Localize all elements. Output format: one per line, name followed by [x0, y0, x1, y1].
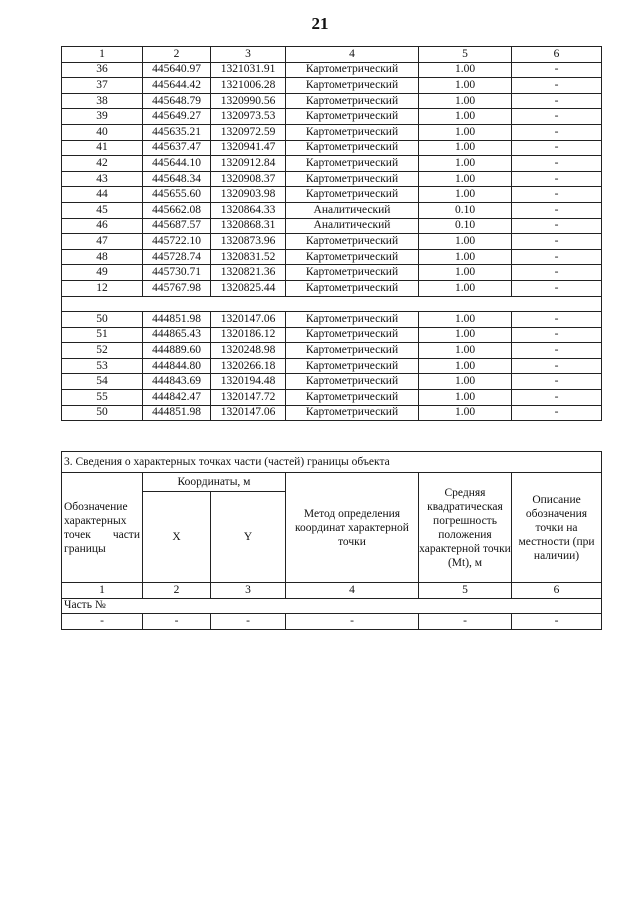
separator-cell [62, 296, 602, 312]
section-title-row [62, 452, 602, 473]
x-coordinate-cell: 445649.27 [143, 109, 211, 125]
x-coordinate-cell: 444843.69 [143, 374, 211, 390]
accuracy-cell: 0.10 [419, 218, 512, 234]
table-row [62, 202, 602, 218]
page-number: 21 [311, 14, 329, 33]
method-cell: Картометрический [286, 265, 419, 281]
description-cell: - [512, 156, 602, 172]
y-coordinate-cell: 1320147.06 [211, 312, 286, 328]
method-cell: Картометрический [286, 140, 419, 156]
method-cell: Картометрический [286, 156, 419, 172]
section-column-numbers-row [62, 583, 602, 599]
empty-cell: - [419, 614, 512, 630]
method-cell: Картометрический [286, 109, 419, 125]
column-number: 1 [62, 47, 143, 63]
description-cell: - [512, 327, 602, 343]
x-coordinate-cell: 444865.43 [143, 327, 211, 343]
x-coordinate-cell: 445687.57 [143, 218, 211, 234]
section-col-number: 5 [419, 583, 512, 599]
column-number: 6 [512, 47, 602, 63]
method-cell: Картометрический [286, 62, 419, 78]
table-row [62, 140, 602, 156]
description-cell: - [512, 109, 602, 125]
point-number-cell: 36 [62, 62, 143, 78]
y-coordinate-cell: 1320912.84 [211, 156, 286, 172]
accuracy-cell: 1.00 [419, 140, 512, 156]
table-row [62, 109, 602, 125]
header-row-1 [62, 473, 602, 492]
description-cell: - [512, 358, 602, 374]
accuracy-cell: 1.00 [419, 78, 512, 94]
method-cell: Аналитический [286, 202, 419, 218]
accuracy-cell: 1.00 [419, 156, 512, 172]
method-cell: Картометрический [286, 358, 419, 374]
point-number-cell: 46 [62, 218, 143, 234]
method-cell: Картометрический [286, 234, 419, 250]
x-coordinate-cell: 445655.60 [143, 187, 211, 203]
method-cell: Картометрический [286, 249, 419, 265]
method-cell: Аналитический [286, 218, 419, 234]
x-coordinate-cell: 445722.10 [143, 234, 211, 250]
table-row [62, 390, 602, 406]
table-row [62, 234, 602, 250]
x-coordinate-cell: 444851.98 [143, 312, 211, 328]
y-coordinate-cell: 1320868.31 [211, 218, 286, 234]
x-coordinate-cell: 445662.08 [143, 202, 211, 218]
section-col-number: 3 [211, 583, 286, 599]
section-col-number: 1 [62, 583, 143, 599]
y-coordinate-cell: 1320990.56 [211, 93, 286, 109]
empty-cell: - [143, 614, 211, 630]
point-number-cell: 38 [62, 93, 143, 109]
accuracy-cell: 1.00 [419, 249, 512, 265]
description-cell: - [512, 78, 602, 94]
accuracy-cell: 1.00 [419, 62, 512, 78]
part-points-table [61, 451, 602, 630]
point-number-cell: 44 [62, 187, 143, 203]
x-coordinate-cell: 444889.60 [143, 343, 211, 359]
y-coordinate-cell: 1320186.12 [211, 327, 286, 343]
column-numbers-row [62, 47, 602, 63]
x-coordinate-cell: 444851.98 [143, 405, 211, 421]
accuracy-cell: 1.00 [419, 358, 512, 374]
point-number-cell: 47 [62, 234, 143, 250]
empty-cell: - [62, 614, 143, 630]
method-cell: Картометрический [286, 374, 419, 390]
empty-cell: - [211, 614, 286, 630]
point-number-cell: 51 [62, 327, 143, 343]
method-cell: Картометрический [286, 390, 419, 406]
point-number-cell: 45 [62, 202, 143, 218]
y-coordinate-cell: 1320973.53 [211, 109, 286, 125]
section-title: 3. Сведения о характерных точках части (частей) границы объекта [62, 452, 602, 473]
y-coordinate-cell: 1320194.48 [211, 374, 286, 390]
method-cell: Картометрический [286, 327, 419, 343]
description-cell: - [512, 140, 602, 156]
table-row [62, 374, 602, 390]
method-cell: Картометрический [286, 312, 419, 328]
table-row [62, 405, 602, 421]
method-cell: Картометрический [286, 280, 419, 296]
empty-part-row [62, 614, 602, 630]
accuracy-cell: 1.00 [419, 124, 512, 140]
description-cell: - [512, 343, 602, 359]
accuracy-cell: 1.00 [419, 405, 512, 421]
table-row [62, 280, 602, 296]
method-cell: Картометрический [286, 187, 419, 203]
y-coordinate-cell: 1320147.72 [211, 390, 286, 406]
y-coordinate-cell: 1320266.18 [211, 358, 286, 374]
table-row [62, 62, 602, 78]
x-coordinate-cell: 445767.98 [143, 280, 211, 296]
description-cell: - [512, 265, 602, 281]
accuracy-cell: 1.00 [419, 93, 512, 109]
x-coordinate-cell: 445644.42 [143, 78, 211, 94]
table-row [62, 124, 602, 140]
point-number-cell: 52 [62, 343, 143, 359]
accuracy-cell: 1.00 [419, 265, 512, 281]
header-coordinates: Координаты, м [143, 473, 286, 492]
x-coordinate-cell: 445730.71 [143, 265, 211, 281]
y-coordinate-cell: 1321006.28 [211, 78, 286, 94]
header-error: Средняя квадратическая погрешность положения характерной точки (Mt), м [419, 473, 512, 583]
accuracy-cell: 0.10 [419, 202, 512, 218]
y-coordinate-cell: 1320864.33 [211, 202, 286, 218]
coordinates-table [61, 46, 602, 421]
y-coordinate-cell: 1320147.06 [211, 405, 286, 421]
description-cell: - [512, 280, 602, 296]
part-label: Часть № [62, 598, 602, 614]
column-number: 4 [286, 47, 419, 63]
method-cell: Картометрический [286, 124, 419, 140]
table-row [62, 358, 602, 374]
x-coordinate-cell: 444844.80 [143, 358, 211, 374]
description-cell: - [512, 374, 602, 390]
method-cell: Картометрический [286, 171, 419, 187]
accuracy-cell: 1.00 [419, 187, 512, 203]
y-coordinate-cell: 1320821.36 [211, 265, 286, 281]
description-cell: - [512, 249, 602, 265]
description-cell: - [512, 62, 602, 78]
point-number-cell: 49 [62, 265, 143, 281]
empty-cell: - [512, 614, 602, 630]
section-col-number: 4 [286, 583, 419, 599]
y-coordinate-cell: 1320903.98 [211, 187, 286, 203]
header-x: X [143, 492, 211, 583]
x-coordinate-cell: 445640.97 [143, 62, 211, 78]
table-row [62, 187, 602, 203]
column-number: 5 [419, 47, 512, 63]
y-coordinate-cell: 1320825.44 [211, 280, 286, 296]
accuracy-cell: 1.00 [419, 327, 512, 343]
column-number: 3 [211, 47, 286, 63]
table-row [62, 312, 602, 328]
y-coordinate-cell: 1320873.96 [211, 234, 286, 250]
header-designation: Обозначение характерных точек части границы [62, 473, 143, 583]
accuracy-cell: 1.00 [419, 234, 512, 250]
description-cell: - [512, 171, 602, 187]
header-description: Описание обозначения точки на местности (при наличии) [512, 473, 602, 583]
table-row [62, 249, 602, 265]
point-number-cell: 43 [62, 171, 143, 187]
accuracy-cell: 1.00 [419, 374, 512, 390]
table-row [62, 171, 602, 187]
description-cell: - [512, 218, 602, 234]
x-coordinate-cell: 445644.10 [143, 156, 211, 172]
header-y: Y [211, 492, 286, 583]
description-cell: - [512, 390, 602, 406]
point-number-cell: 54 [62, 374, 143, 390]
point-number-cell: 42 [62, 156, 143, 172]
point-number-cell: 40 [62, 124, 143, 140]
method-cell: Картометрический [286, 343, 419, 359]
table-row [62, 93, 602, 109]
x-coordinate-cell: 445635.21 [143, 124, 211, 140]
point-number-cell: 48 [62, 249, 143, 265]
header-method: Метод определения координат характерной точки [286, 473, 419, 583]
y-coordinate-cell: 1320972.59 [211, 124, 286, 140]
y-coordinate-cell: 1320941.47 [211, 140, 286, 156]
description-cell: - [512, 187, 602, 203]
description-cell: - [512, 234, 602, 250]
y-coordinate-cell: 1321031.91 [211, 62, 286, 78]
y-coordinate-cell: 1320908.37 [211, 171, 286, 187]
accuracy-cell: 1.00 [419, 109, 512, 125]
point-number-cell: 37 [62, 78, 143, 94]
point-number-cell: 39 [62, 109, 143, 125]
table-row [62, 156, 602, 172]
y-coordinate-cell: 1320831.52 [211, 249, 286, 265]
x-coordinate-cell: 445637.47 [143, 140, 211, 156]
column-number: 2 [143, 47, 211, 63]
table-row [62, 218, 602, 234]
method-cell: Картометрический [286, 93, 419, 109]
accuracy-cell: 1.00 [419, 312, 512, 328]
y-coordinate-cell: 1320248.98 [211, 343, 286, 359]
table-row [62, 78, 602, 94]
description-cell: - [512, 93, 602, 109]
point-number-cell: 50 [62, 405, 143, 421]
section-col-number: 2 [143, 583, 211, 599]
description-cell: - [512, 312, 602, 328]
table-row [62, 327, 602, 343]
section-col-number: 6 [512, 583, 602, 599]
table-row [62, 343, 602, 359]
method-cell: Картометрический [286, 405, 419, 421]
point-number-cell: 12 [62, 280, 143, 296]
part-label-row [62, 598, 602, 614]
x-coordinate-cell: 445648.79 [143, 93, 211, 109]
accuracy-cell: 1.00 [419, 343, 512, 359]
accuracy-cell: 1.00 [419, 280, 512, 296]
description-cell: - [512, 405, 602, 421]
empty-cell: - [286, 614, 419, 630]
point-number-cell: 50 [62, 312, 143, 328]
method-cell: Картометрический [286, 78, 419, 94]
point-number-cell: 55 [62, 390, 143, 406]
accuracy-cell: 1.00 [419, 171, 512, 187]
x-coordinate-cell: 444842.47 [143, 390, 211, 406]
table-row [62, 265, 602, 281]
point-number-cell: 41 [62, 140, 143, 156]
separator-row [62, 296, 602, 312]
accuracy-cell: 1.00 [419, 390, 512, 406]
point-number-cell: 53 [62, 358, 143, 374]
x-coordinate-cell: 445648.34 [143, 171, 211, 187]
description-cell: - [512, 202, 602, 218]
x-coordinate-cell: 445728.74 [143, 249, 211, 265]
description-cell: - [512, 124, 602, 140]
